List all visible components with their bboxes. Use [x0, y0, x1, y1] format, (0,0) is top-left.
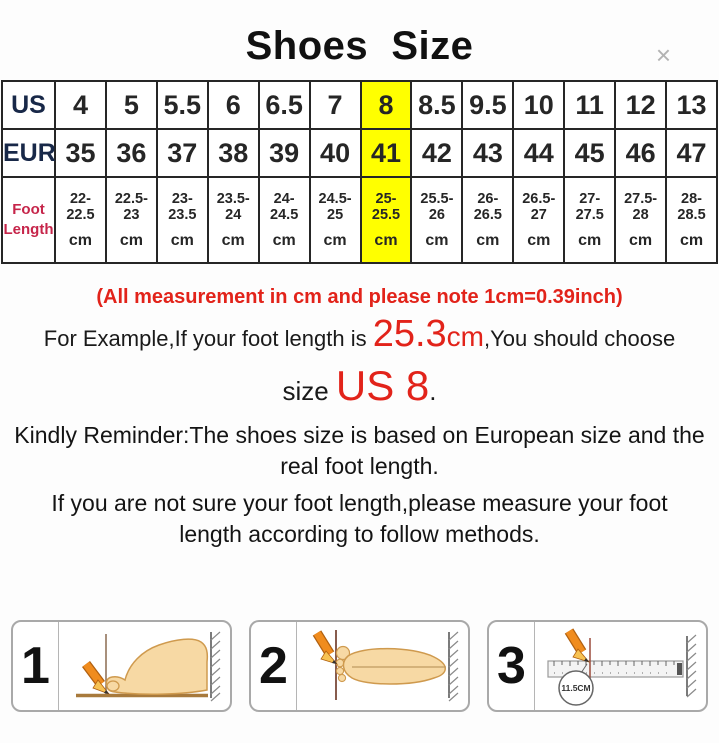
example-prefix: For Example,If your foot length is: [43, 326, 373, 351]
eur-size-cell: 40: [310, 129, 361, 177]
foot-length-cell-highlighted: 25-25.5 cm: [361, 177, 412, 263]
us-size-cell: 4: [55, 81, 106, 129]
eur-size-cell: 37: [157, 129, 208, 177]
eur-size-cell: 43: [462, 129, 513, 177]
us-size-cell: 11: [564, 81, 615, 129]
step2-illustration: [297, 622, 468, 710]
wall-hatch-icon: [211, 632, 220, 701]
us-size-cell: 5: [106, 81, 157, 129]
measure-line-1: If you are not sure your foot length,please measure your foot: [51, 490, 668, 516]
foot-length-header-line2: Length: [3, 221, 54, 238]
eur-size-cell: 45: [564, 129, 615, 177]
size-prefix: size: [282, 376, 336, 406]
foot-length-cell: 24.5-25 cm: [310, 177, 361, 263]
step-number: 3: [489, 622, 535, 710]
wall-hatch-icon: [449, 632, 458, 701]
us-size-cell: 6.5: [259, 81, 310, 129]
foot-length-cell: 25.5-26 cm: [411, 177, 462, 263]
us-row-header: US: [2, 81, 55, 129]
foot-length-header-line1: Foot: [12, 201, 45, 218]
us-size-cell: 7: [310, 81, 361, 129]
wall-hatch-icon: [687, 635, 696, 697]
foot-length-cell: 27.5-28 cm: [615, 177, 666, 263]
foot-length-cell: 23.5-24 cm: [208, 177, 259, 263]
measure-step-card-2: [249, 620, 470, 712]
eur-size-row: [2, 129, 717, 177]
foot-length-cell: 22.5-23 cm: [106, 177, 157, 263]
recommended-size-value: US 8: [335, 362, 430, 409]
measurement-note: (All measurement in cm and please note 1cm=0.39inch): [96, 286, 623, 308]
footprint-icon: [336, 647, 446, 685]
us-size-cell: 9.5: [462, 81, 513, 129]
us-size-row: [2, 81, 717, 129]
pencil-icon: [569, 631, 589, 662]
eur-row-header: EUR: [2, 129, 55, 177]
measure-step-card-3: [487, 620, 708, 712]
foot-length-cell: 23-23.5 cm: [157, 177, 208, 263]
foot-side-icon: [106, 639, 207, 694]
us-size-cell: 8.5: [411, 81, 462, 129]
recommended-size-sentence: [0, 362, 719, 410]
us-size-cell-highlighted: 8: [361, 81, 412, 129]
pencil-icon: [317, 633, 337, 664]
measure-step-card-1: [11, 620, 232, 712]
reminder-line-2: real foot length.: [280, 453, 439, 479]
size-suffix: .: [429, 376, 437, 406]
step3-illustration: [535, 622, 706, 710]
us-size-cell: 13: [666, 81, 717, 129]
foot-length-cell: 26.5-27 cm: [513, 177, 564, 263]
example-foot-length-unit: cm: [446, 321, 484, 352]
measurement-circle-label: 11.5CM: [561, 683, 591, 693]
foot-length-cell: 27-27.5 cm: [564, 177, 615, 263]
eur-size-cell: 46: [615, 129, 666, 177]
measure-instruction-paragraph: [0, 488, 719, 550]
page-title: Shoes Size: [245, 24, 474, 68]
example-foot-length-value: 25.3: [372, 313, 447, 355]
foot-length-cell: 24-24.5 cm: [259, 177, 310, 263]
ruler-measure-illustration: [535, 622, 706, 710]
close-button[interactable]: ×: [655, 40, 671, 70]
foot-length-row-header: [2, 177, 55, 263]
size-chart-table: [1, 80, 718, 264]
kindly-reminder-paragraph: [0, 420, 719, 482]
eur-size-cell: 47: [666, 129, 717, 177]
step-number: 2: [251, 622, 297, 710]
step-number: 1: [13, 622, 59, 710]
eur-size-cell: 35: [55, 129, 106, 177]
foot-length-cell: 28-28.5 cm: [666, 177, 717, 263]
eur-size-cell: 38: [208, 129, 259, 177]
eur-size-cell: 36: [106, 129, 157, 177]
measure-line-2: length according to follow methods.: [179, 521, 540, 547]
us-size-cell: 10: [513, 81, 564, 129]
example-suffix: ,You should choose: [484, 326, 676, 351]
foot-length-cell: 22-22.5 cm: [55, 177, 106, 263]
us-size-cell: 5.5: [157, 81, 208, 129]
eur-size-cell: 44: [513, 129, 564, 177]
us-size-cell: 6: [208, 81, 259, 129]
step1-illustration: [59, 622, 230, 710]
example-sentence: [0, 313, 719, 356]
eur-size-cell: 39: [259, 129, 310, 177]
foot-length-cell: 26-26.5 cm: [462, 177, 513, 263]
foot-top-measure-illustration: [297, 622, 468, 710]
reminder-line-1: Kindly Reminder:The shoes size is based on European size and the: [14, 422, 705, 448]
eur-size-cell: 42: [411, 129, 462, 177]
us-size-cell: 12: [615, 81, 666, 129]
foot-side-measure-illustration: [59, 622, 230, 710]
measure-steps-row: [0, 620, 719, 712]
eur-size-cell-highlighted: 41: [361, 129, 412, 177]
foot-length-row: [2, 177, 717, 263]
